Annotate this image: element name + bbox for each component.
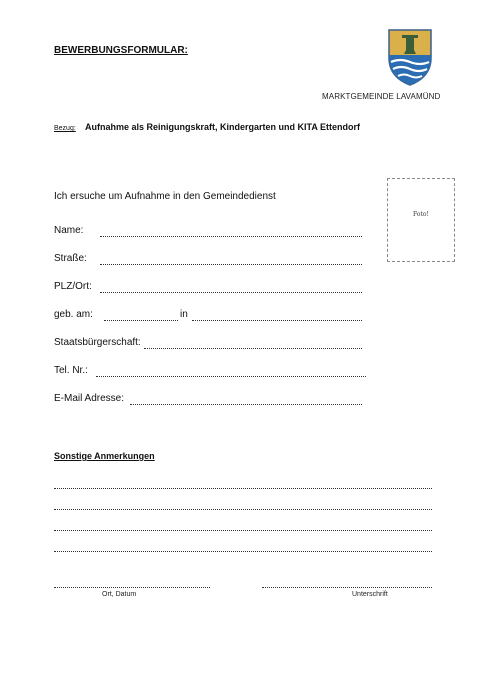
email-field[interactable] (130, 404, 362, 405)
birth-place-field[interactable] (192, 320, 362, 321)
remarks-line[interactable] (54, 509, 432, 510)
street-label: Straße: (54, 253, 87, 264)
municipality-name: MARKTGEMEINDE LAVAMÜND (322, 92, 441, 101)
birth-date-field[interactable] (104, 320, 178, 321)
place-date-caption: Ort, Datum (102, 591, 137, 598)
reference-label: Bezug: (54, 125, 76, 132)
signature-caption: Unterschrift (352, 591, 388, 598)
phone-label: Tel. Nr.: (54, 365, 88, 376)
reference-text: Aufnahme als Reinigungskraft, Kindergarten und KITA Ettendorf (85, 122, 361, 132)
birth-date-label: geb. am: (54, 309, 93, 320)
remarks-line[interactable] (54, 488, 432, 489)
remarks-line[interactable] (54, 530, 432, 531)
remarks-heading: Sonstige Anmerkungen (54, 451, 155, 461)
photo-label: Foto! (413, 211, 429, 218)
name-field[interactable] (100, 236, 362, 237)
remarks-line[interactable] (54, 551, 432, 552)
signature-field[interactable] (262, 587, 432, 588)
place-date-field[interactable] (54, 587, 210, 588)
street-field[interactable] (100, 264, 362, 265)
citizenship-field[interactable] (144, 348, 362, 349)
municipal-coat-of-arms (387, 28, 433, 86)
zip-city-label: PLZ/Ort: (54, 281, 92, 292)
zip-city-field[interactable] (100, 292, 362, 293)
intro-text: Ich ersuche um Aufnahme in den Gemeindedienst (54, 191, 276, 202)
form-title: BEWERBUNGSFORMULAR: (54, 45, 188, 56)
email-label: E-Mail Adresse: (54, 393, 125, 404)
phone-field[interactable] (96, 376, 366, 377)
photo-box[interactable] (387, 178, 455, 262)
name-label: Name: (54, 225, 84, 236)
citizenship-label: Staatsbürgerschaft: (54, 337, 141, 348)
birth-place-label: in (180, 309, 188, 320)
